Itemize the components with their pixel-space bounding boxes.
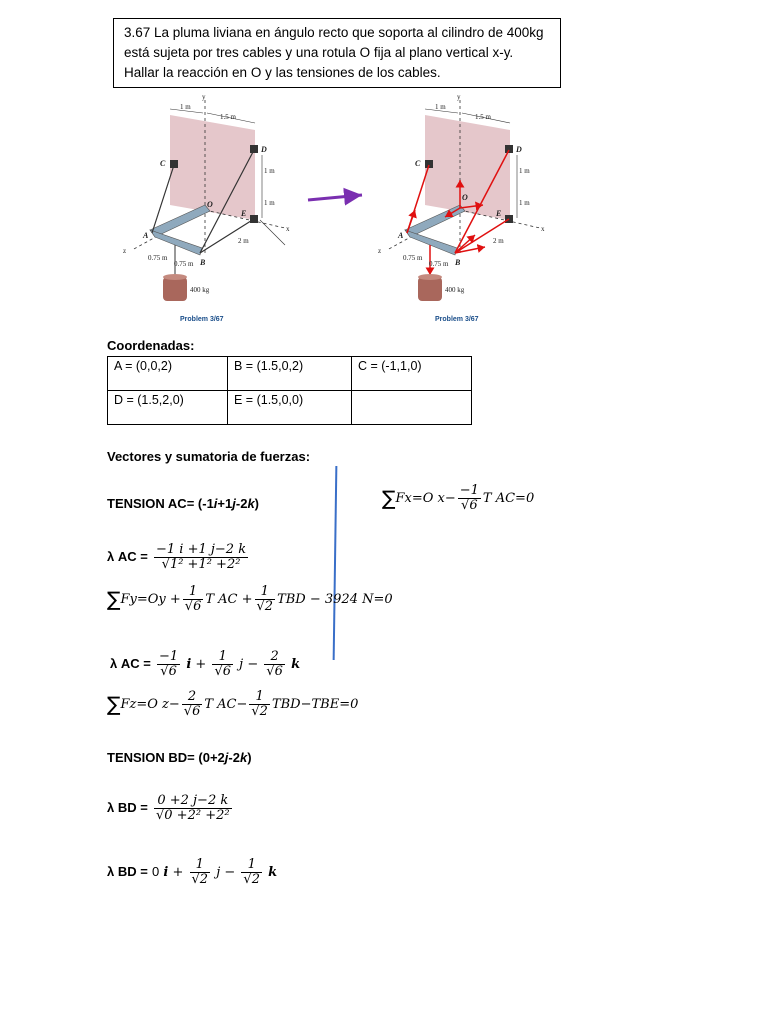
svg-text:O: O: [462, 193, 468, 202]
cable-be: [200, 219, 254, 253]
svg-text:1.5 m: 1.5 m: [475, 113, 491, 121]
svg-text:D: D: [261, 145, 267, 154]
svg-text:1 m: 1 m: [180, 103, 191, 111]
svg-text:0.75 m: 0.75 m: [429, 260, 449, 268]
coords-heading: Coordenadas:: [107, 338, 195, 353]
table-row: [108, 391, 472, 425]
svg-text:E: E: [241, 209, 247, 218]
svg-text:2 m: 2 m: [238, 237, 249, 245]
svg-text:B: B: [455, 258, 461, 267]
problem-figures: [110, 95, 570, 330]
tension-bd-label: TENSION BD= (0+2j-2k): [107, 750, 252, 765]
svg-text:O: O: [207, 200, 213, 209]
problem-statement: 3.67 La pluma liviana en ángulo recto que soporta al cilindro de 400kg está sujeta por tres cables y una rotula O fija al plano vertical x-y. Hallar la reacción en O y las tensiones de los cables.: [113, 18, 561, 88]
svg-text:B: B: [200, 258, 206, 267]
svg-text:x: x: [541, 225, 545, 233]
svg-text:C: C: [160, 159, 166, 168]
coords-table: [107, 356, 472, 425]
table-row: [108, 357, 472, 391]
figure-caption-right: Problem 3/67: [435, 316, 479, 323]
figure-caption-left: Problem 3/67: [180, 316, 224, 323]
svg-text:A: A: [398, 231, 404, 240]
table-cell: C = (-1,1,0): [352, 357, 472, 391]
transform-arrow: [308, 195, 362, 200]
table-cell: [352, 391, 472, 425]
divider-line: [333, 466, 338, 660]
equation-lambda-ac-unit: λ AC = $\frac{-1}{√6}$ i + $\frac{1}{√6}$ j − $\frac{2}{√6}$ k: [110, 649, 301, 679]
point-d-bracket: [250, 145, 258, 153]
equation-sum-fy: ∑Fy=Oy + $\frac{1}{√6}$ T AC + $\frac{1}{√2}$ TBD − 3924 N=0: [107, 584, 393, 614]
svg-text:y: y: [457, 95, 461, 101]
svg-text:x: x: [286, 225, 290, 233]
cylinder: [163, 277, 187, 301]
svg-text:0.75 m: 0.75 m: [403, 254, 423, 262]
svg-text:400 kg: 400 kg: [190, 286, 210, 294]
svg-text:1 m: 1 m: [264, 167, 275, 175]
equation-lambda-bd: λ BD = $\frac{0 +2 j-2 k}{\text{√0 +2² +2²}}$: [107, 793, 230, 823]
equation-lambda-ac: λ AC = $\frac{-1 i +1 j-2 k}{\text{√1² +1² +2²}}$: [107, 542, 247, 572]
table-cell: B = (1.5,0,2): [228, 357, 352, 391]
figure-free-body: [378, 95, 545, 323]
equation-sum-fx: ∑Fx=O x− $\frac{-1}{√6}$ T AC=0: [382, 483, 535, 513]
svg-text:z: z: [378, 247, 382, 255]
equation-sum-fz: ∑Fz=O z− $\frac{2}{√6}$ T AC− $\frac{1}{√2}$ TBD−TBE=0: [107, 689, 359, 719]
boom-ab: [150, 230, 202, 255]
svg-text:1.5 m: 1.5 m: [220, 113, 236, 121]
svg-text:400 kg: 400 kg: [445, 286, 465, 294]
equation-lambda-bd-unit: λ BD = 0 i + $\frac{1}{√2}$ j − $\frac{1}{√2}$ k: [107, 857, 278, 887]
svg-text:1 m: 1 m: [435, 103, 446, 111]
table-cell: A = (0,0,2): [108, 357, 228, 391]
svg-text:y: y: [202, 95, 206, 101]
svg-text:1 m: 1 m: [519, 199, 530, 207]
svg-text:0.75 m: 0.75 m: [174, 260, 194, 268]
svg-text:0.75 m: 0.75 m: [148, 254, 168, 262]
svg-text:E: E: [496, 209, 502, 218]
svg-text:A: A: [143, 231, 149, 240]
svg-text:z: z: [123, 247, 127, 255]
svg-text:D: D: [516, 145, 522, 154]
svg-text:1 m: 1 m: [264, 199, 275, 207]
table-cell: E = (1.5,0,0): [228, 391, 352, 425]
tension-ac-label: TENSION AC= (-1i+1j-2k): [107, 496, 260, 511]
svg-text:2 m: 2 m: [493, 237, 504, 245]
table-cell: D = (1.5,2,0): [108, 391, 228, 425]
figure-original: [123, 95, 290, 323]
svg-text:1 m: 1 m: [519, 167, 530, 175]
svg-text:C: C: [415, 159, 421, 168]
vectors-heading: Vectores y sumatoria de fuerzas:: [107, 449, 311, 464]
